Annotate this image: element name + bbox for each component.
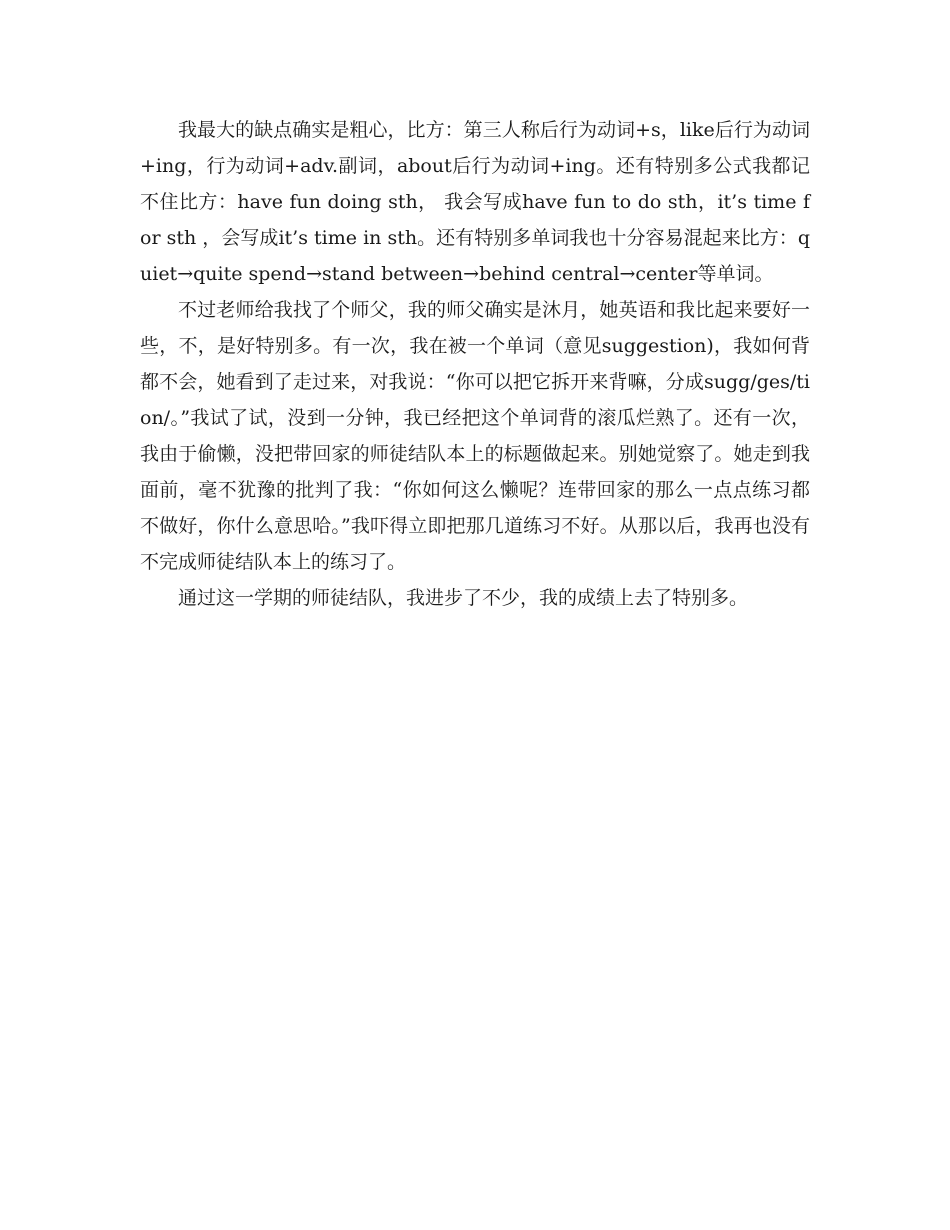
paragraph-1: 我最大的缺点确实是粗心，比方：第三人称后行为动词+s，like后行为动词+ing，行为动词+adv.副词，about后行为动词+ing。还有特别多公式我都记不住比方：have fun doing sth， 我会写成have fun to do sth，it’s time for sth ，会写成it’s time in sth。还有特别多单词我也十分容易混起来比方：quiet→quite spend→stand between→behind central→center等单词。 — [140, 119, 810, 285]
paragraph-2: 不过老师给我找了个师父，我的师父确实是沐月，她英语和我比起来要好一些，不，是好特别多。有一次，我在被一个单词（意见suggestion)，我如何背都不会，她看到了走过来，对我说：“你可以把它拆开来背嘛，分成sugg/ges/tion/。”我试了试，没到一分钟，我已经把这个单词背的滚瓜烂熟了。还有一次，我由于偷懒，没把带回家的师徒结队本上的标题做起来。别她觉察了。她走到我面前，毫不犹豫的批判了我：“你如何这么懒呢？连带回家的那么一点点练习都不做好，你什么意思哈。”我吓得立即把那几道练习不好。从那以后，我再也没有不完成师徒结队本上的练习了。 — [140, 299, 810, 573]
document-body — [140, 112, 810, 616]
paragraph-3: 通过这一学期的师徒结队，我进步了不少，我的成绩上去了特别多。 — [178, 587, 749, 609]
